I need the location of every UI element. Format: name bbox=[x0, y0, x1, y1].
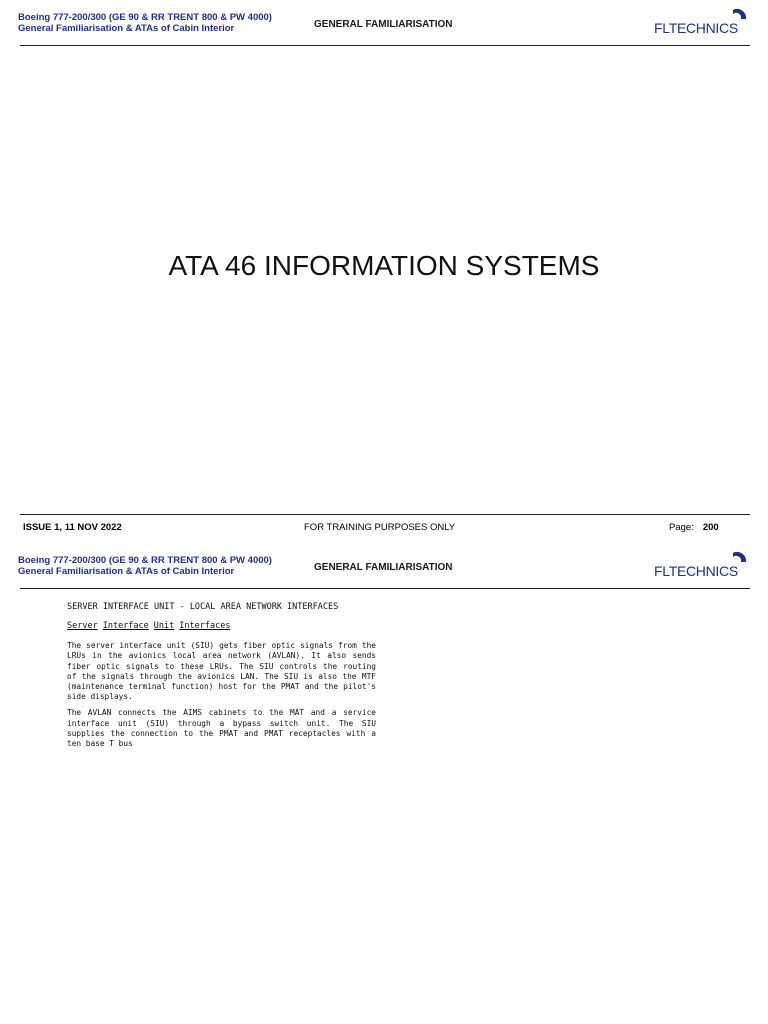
header-title-line2: General Familiarisation & ATAs of Cabin Interior bbox=[18, 23, 235, 34]
logo-text: FLTECHNICS bbox=[654, 563, 738, 579]
header-title-line1: Boeing 777-200/300 (GE 90 & RR TRENT 800 & PW 4000) bbox=[18, 12, 272, 23]
page-label: Page: bbox=[669, 522, 694, 533]
subtitle-word: Unit bbox=[153, 621, 175, 631]
subtitle-word: Interface bbox=[102, 621, 149, 631]
fltechnics-logo bbox=[654, 551, 750, 579]
footer-divider bbox=[20, 514, 750, 515]
footer-purpose: FOR TRAINING PURPOSES ONLY bbox=[304, 522, 456, 533]
fltechnics-logo bbox=[654, 8, 750, 36]
subtitle-word: Interfaces bbox=[179, 621, 231, 631]
logo-text: FLTECHNICS bbox=[654, 20, 738, 36]
logo-swoosh-icon bbox=[730, 8, 748, 26]
page-2 bbox=[0, 543, 768, 1024]
footer-issue: ISSUE 1, 11 NOV 2022 bbox=[23, 522, 122, 533]
header-divider bbox=[20, 45, 750, 46]
section-subtitle bbox=[67, 621, 376, 631]
header-title bbox=[18, 555, 272, 577]
chapter-title: ATA 46 INFORMATION SYSTEMS bbox=[168, 250, 600, 281]
body-paragraph: The server interface unit (SIU) gets fiber optic signals from the LRUs in the avionics local area network (AVLAN). It also sends fiber optic signals to these LRUs. The SIU controls the routing of the signals through the avionics LAN. The SIU is also the MTF (maintenance terminal function) host for the PMAT and the pilot's side displays. bbox=[67, 641, 376, 702]
header-title bbox=[18, 12, 272, 34]
body-paragraph: The AVLAN connects the AIMS cabinets to the MAT and a service interface unit (SIU) through a bypass switch unit. The SIU supplies the connection to the PMAT and PMAT receptacles with a ten base T bus bbox=[67, 708, 376, 749]
logo-swoosh-icon bbox=[730, 551, 748, 569]
footer-page bbox=[669, 522, 719, 533]
subtitle-word: Server bbox=[67, 621, 98, 631]
header-section: GENERAL FAMILIARISATION bbox=[314, 562, 453, 573]
header-title-line2: General Familiarisation & ATAs of Cabin Interior bbox=[18, 566, 235, 577]
header-divider bbox=[20, 588, 750, 589]
page-content bbox=[67, 602, 376, 755]
section-title: SERVER INTERFACE UNIT - LOCAL AREA NETWORK INTERFACES bbox=[67, 602, 339, 612]
header-section: GENERAL FAMILIARISATION bbox=[314, 19, 453, 30]
header-title-line1: Boeing 777-200/300 (GE 90 & RR TRENT 800 & PW 4000) bbox=[18, 555, 272, 566]
page-number: 200 bbox=[702, 522, 719, 533]
